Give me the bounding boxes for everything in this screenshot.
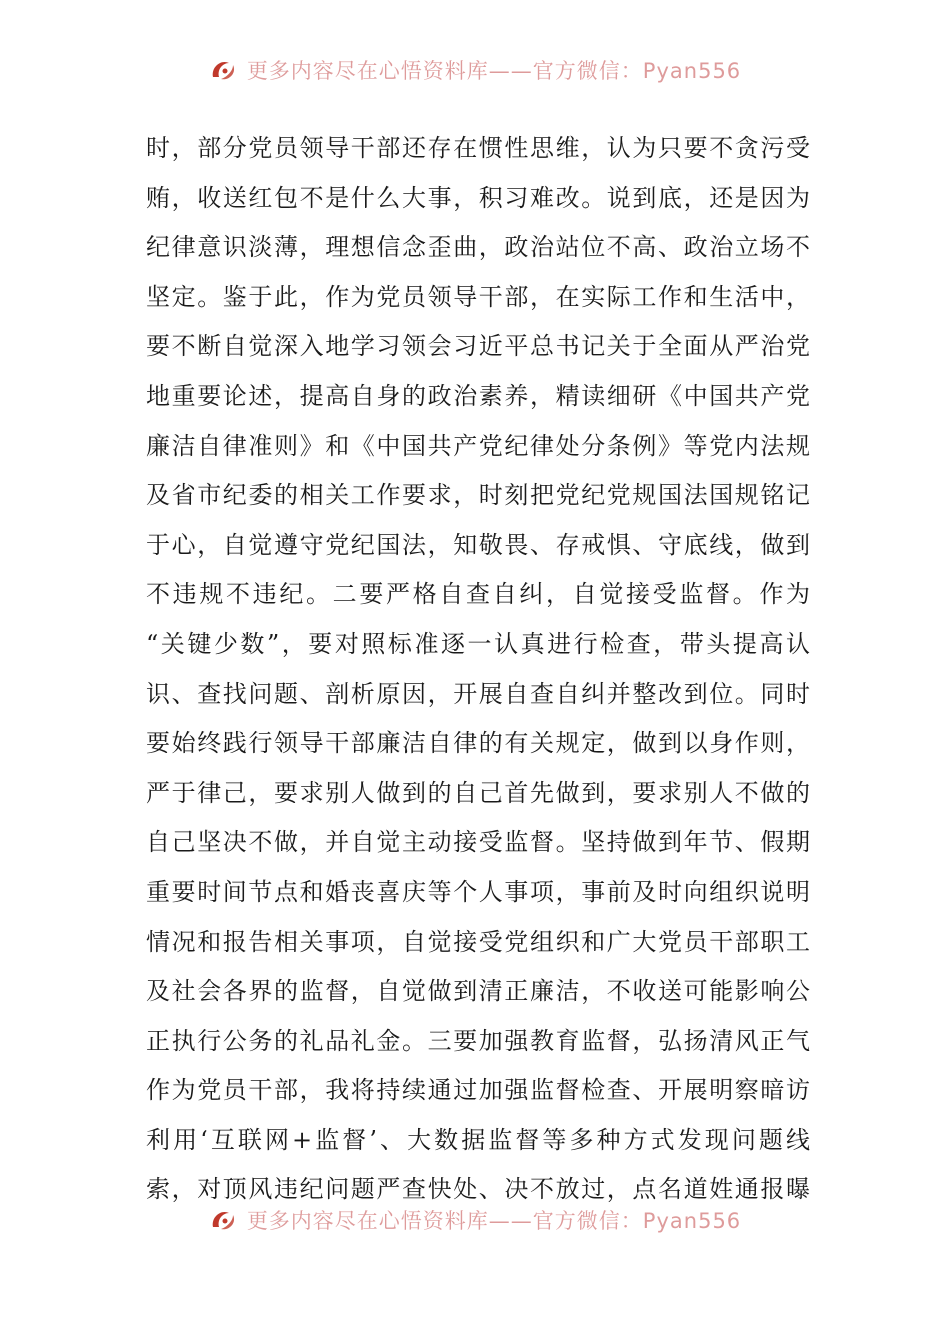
document-body	[146, 124, 810, 1215]
text-line-16: 重要时间节点和婚丧喜庆等个人事项，事前及时向组织说明	[146, 877, 810, 906]
text-line-14: 严于律己，要求别人做到的自己首先做到，要求别人不做的	[146, 778, 810, 807]
text-line-1: 时，部分党员领导干部还存在惯性思维，认为只要不贪污受	[146, 134, 810, 162]
text-line-13: 要始终践行领导干部廉洁自律的有关规定，做到以身作则，	[146, 729, 810, 758]
text-line-6: 地重要论述，提高自身的政治素养，精读细研《中国共产党	[146, 381, 810, 410]
text-line-11: “关键少数”，要对照标准逐一认真进行检查，带头提高认	[146, 629, 810, 658]
text-line-5: 要不断自觉深入地学习领会习近平总书记关于全面从严治党	[146, 332, 810, 361]
text-line-22: 索，对顶风违纪问题严查快处、决不放过，点名道姓通报曝	[146, 1175, 810, 1204]
text-line-10: 不违规不违纪。二要严格自查自纠，自觉接受监督。作为	[146, 580, 810, 609]
watermark-text: 更多内容尽在心悟资料库——官方微信：Pyan556	[246, 59, 742, 83]
text-line-17: 情况和报告相关事项，自觉接受党组织和广大党员干部职工	[146, 927, 810, 956]
text-line-20: 作为党员干部，我将持续通过加强监督检查、开展明察暗访	[146, 1076, 810, 1105]
watermark-footer	[0, 1200, 950, 1240]
logo-icon	[209, 1207, 239, 1233]
text-line-2: 贿，收送红包不是什么大事，积习难改。说到底，还是因为	[146, 183, 810, 212]
text-line-3: 纪律意识淡薄，理想信念歪曲，政治站位不高、政治立场不	[146, 233, 810, 262]
watermark-text: 更多内容尽在心悟资料库——官方微信：Pyan556	[246, 1209, 742, 1233]
text-line-15: 自己坚决不做，并自觉主动接受监督。坚持做到年节、假期	[146, 828, 810, 857]
text-line-9: 于心，自觉遵守党纪国法，知敬畏、存戒惧、守底线，做到	[146, 530, 810, 559]
text-line-19: 正执行公务的礼品礼金。三要加强教育监督，弘扬清风正气	[146, 1026, 810, 1055]
text-line-4: 坚定。鉴于此，作为党员领导干部，在实际工作和生活中，	[146, 282, 810, 311]
text-line-18: 及社会各界的监督，自觉做到清正廉洁，不收送可能影响公	[146, 977, 810, 1006]
text-line-21: 利用‘互联网+监督’、大数据监督等多种方式发现问题线	[146, 1125, 810, 1154]
text-line-8: 及省市纪委的相关工作要求，时刻把党纪党规国法国规铭记	[146, 481, 810, 510]
logo-icon	[209, 57, 239, 83]
text-line-7: 廉洁自律准则》和《中国共产党纪律处分条例》等党内法规	[146, 431, 810, 460]
text-line-12: 识、查找问题、剖析原因，开展自查自纠并整改到位。同时	[146, 679, 810, 708]
watermark-header	[0, 50, 950, 90]
